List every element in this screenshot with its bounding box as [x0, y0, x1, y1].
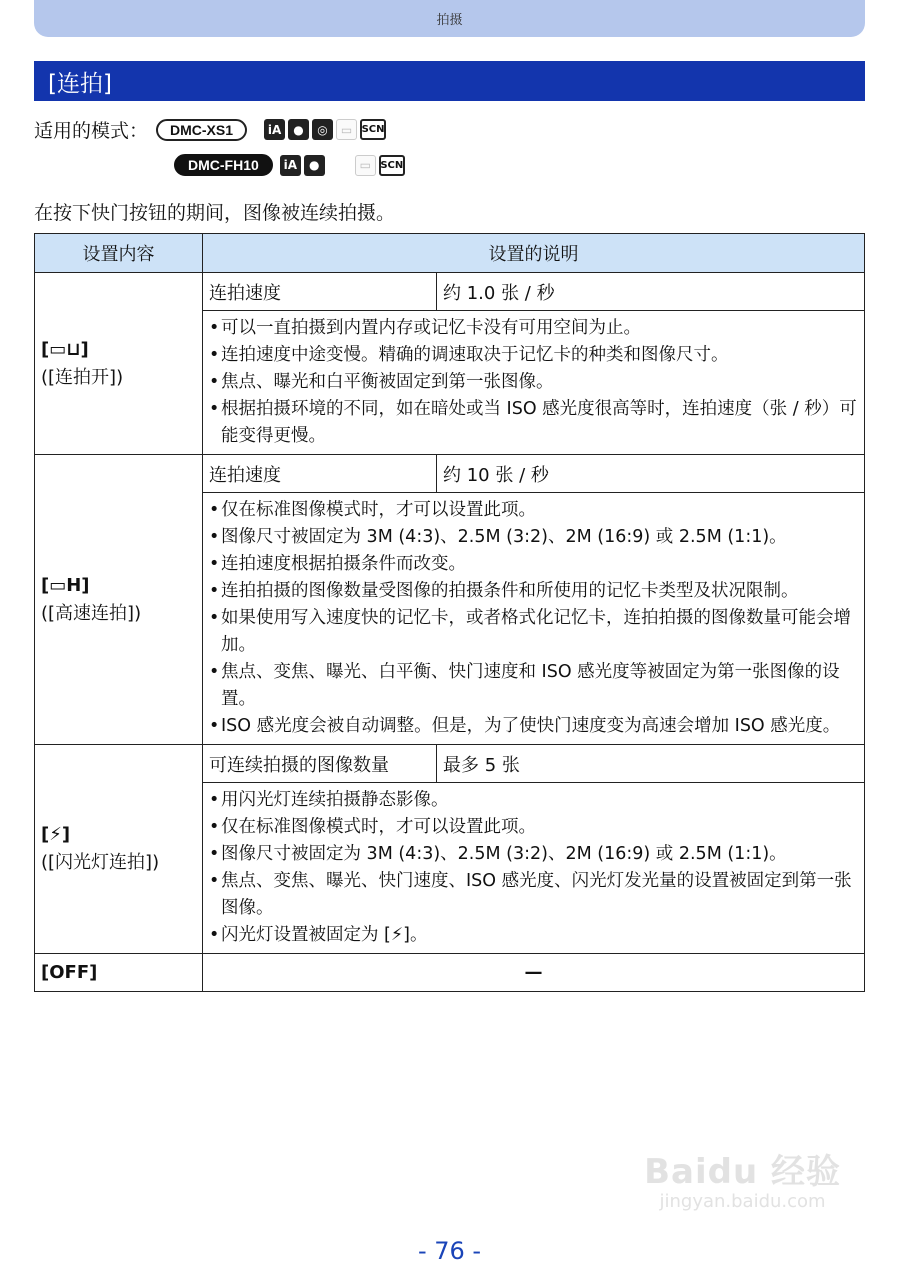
- watermark: [644, 1144, 841, 1212]
- note-item: • 用闪光灯连续拍摄静态影像。: [209, 787, 858, 814]
- intelligent-auto-icon: iA: [280, 155, 301, 176]
- speed-value: 约 10 张 / 秒: [437, 455, 865, 493]
- setting-name-cell: [35, 273, 203, 455]
- burst-on-symbol: [▭⊔]: [41, 338, 89, 360]
- watermark-url: jingyan.baidu.com: [659, 1191, 826, 1212]
- watermark-brand: Baidu 经验: [644, 1152, 841, 1192]
- intro-text: 在按下快门按钮的期间，图像被连续拍摄。: [34, 202, 396, 224]
- section-title: [连拍]: [34, 61, 865, 101]
- panorama-mode-icon: ▭: [336, 119, 357, 140]
- note-item: • 可以一直拍摄到内置内存或记忆卡没有可用空间为止。: [209, 315, 858, 342]
- count-label: 可连续拍摄的图像数量: [203, 745, 437, 783]
- notes-cell: [203, 783, 865, 954]
- notes-cell: [203, 311, 865, 455]
- scene-mode-icon: SCN: [379, 155, 405, 176]
- notes-cell: [203, 493, 865, 745]
- setting-name-cell: [35, 745, 203, 954]
- high-speed-burst-symbol: [▭H]: [41, 574, 90, 596]
- note-item: • 连拍拍摄的图像数量受图像的拍摄条件和所使用的记忆卡类型及状况限制。: [209, 578, 858, 605]
- note-item: • 仅在标准图像模式时，才可以设置此项。: [209, 814, 858, 841]
- table-row: [35, 455, 865, 493]
- model-badge-fh10: DMC-FH10: [174, 154, 273, 176]
- model-badge-xs1: DMC-XS1: [156, 119, 247, 141]
- note-item: • 焦点、曝光和白平衡被固定到第一张图像。: [209, 369, 858, 396]
- scene-mode-icon: SCN: [360, 119, 386, 140]
- table-row: [35, 273, 865, 311]
- note-item: • 图像尺寸被固定为 3M (4:3)、2.5M (3:2)、2M (16:9) 或 2.5M (1:1)。: [209, 841, 858, 868]
- setting-off: [OFF]: [35, 954, 203, 992]
- modes-row-1: [34, 116, 386, 143]
- speed-label: 连拍速度: [203, 455, 437, 493]
- note-item: • 闪光灯设置被固定为 [⚡]。: [209, 922, 858, 949]
- note-item: • 连拍速度中途变慢。精确的调速取决于记忆卡的种类和图像尺寸。: [209, 342, 858, 369]
- settings-table: [34, 233, 865, 992]
- creative-mode-icon: ◎: [312, 119, 333, 140]
- note-item: • 如果使用写入速度快的记忆卡，或者格式化记忆卡，连拍拍摄的图像数量可能会增加。: [209, 605, 858, 659]
- note-item: • 仅在标准图像模式时，才可以设置此项。: [209, 497, 858, 524]
- count-value: 最多 5 张: [437, 745, 865, 783]
- note-item: • 连拍速度根据拍摄条件而改变。: [209, 551, 858, 578]
- setting-name: ([高速连拍]): [41, 602, 142, 624]
- speed-label: 连拍速度: [203, 273, 437, 311]
- setting-name-cell: [35, 455, 203, 745]
- modes-row-2: [174, 154, 405, 176]
- camera-mode-icon: ●: [304, 155, 325, 176]
- header-setting: 设置内容: [35, 234, 203, 273]
- table-row: [35, 954, 865, 992]
- camera-mode-icon: ●: [288, 119, 309, 140]
- speed-value: 约 1.0 张 / 秒: [437, 273, 865, 311]
- setting-name: ([连拍开]): [41, 366, 124, 388]
- page-number: - 76 -: [417, 1237, 482, 1265]
- table-row: [35, 745, 865, 783]
- note-item: • 根据拍摄环境的不同，如在暗处或当 ISO 感光度很高等时，连拍速度（张 / 秒）可能变得更慢。: [209, 396, 858, 450]
- setting-name: ([闪光灯连拍]): [41, 852, 160, 873]
- table-header-row: [35, 234, 865, 273]
- section-label: 拍摄: [436, 13, 463, 28]
- intelligent-auto-icon: iA: [264, 119, 285, 140]
- flash-burst-symbol: [⚡]: [41, 824, 71, 846]
- panorama-mode-icon: ▭: [355, 155, 376, 176]
- note-item: • 焦点、变焦、曝光、快门速度、ISO 感光度、闪光灯发光量的设置被固定到第一张图像。: [209, 868, 858, 922]
- note-item: • ISO 感光度会被自动调整。但是，为了使快门速度变为高速会增加 ISO 感光度。: [209, 713, 858, 740]
- note-item: • 焦点、变焦、曝光、白平衡、快门速度和 ISO 感光度等被固定为第一张图像的设置。: [209, 659, 858, 713]
- note-item: • 图像尺寸被固定为 3M (4:3)、2.5M (3:2)、2M (16:9) 或 2.5M (1:1)。: [209, 524, 858, 551]
- page-header-bar: [34, 0, 865, 37]
- modes-label: 适用的模式：: [34, 120, 149, 142]
- off-description: —: [203, 954, 865, 992]
- header-description: 设置的说明: [203, 234, 865, 273]
